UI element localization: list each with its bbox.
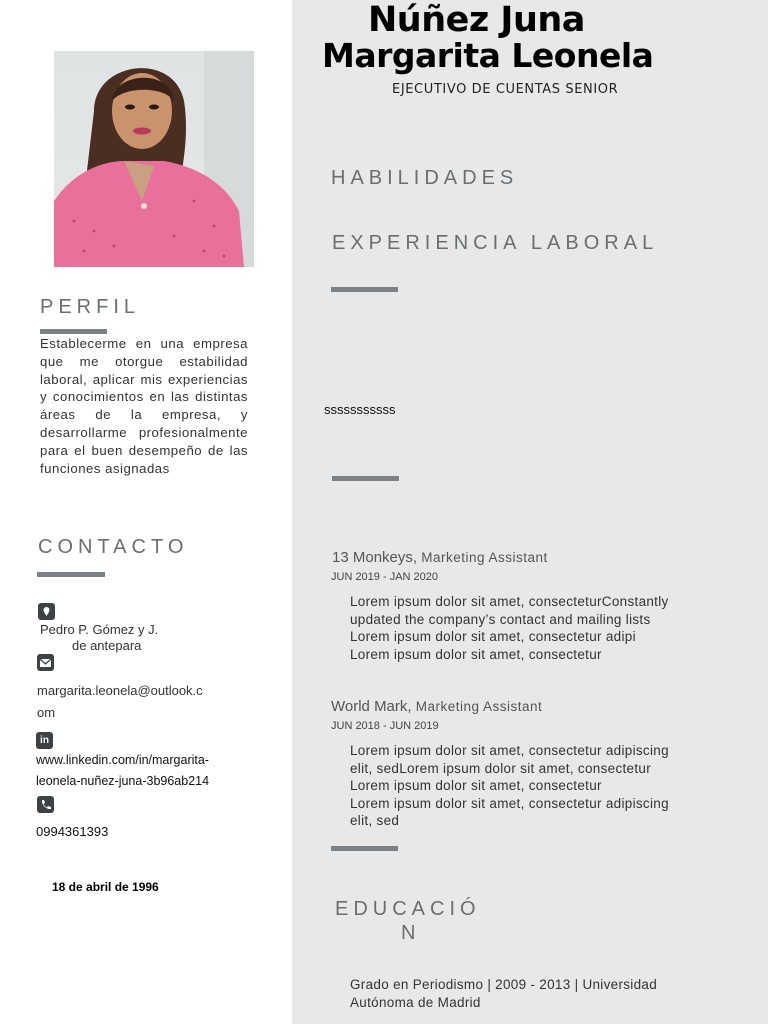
job-2-company xyxy=(331,698,542,715)
filler-text: sssssssssss xyxy=(324,402,396,417)
job-2-description xyxy=(350,742,730,830)
job-2-line: Lorem ipsum dolor sit amet, consectetur xyxy=(350,778,602,794)
birthdate: 18 de abril de 1996 xyxy=(52,880,159,894)
profile-photo xyxy=(54,51,254,267)
job-1-line: updated the company’s contact and mailing lists xyxy=(350,611,651,627)
job-2-role: Marketing Assistant xyxy=(415,699,543,714)
email-icon xyxy=(37,654,54,671)
experience-divider-2 xyxy=(332,476,399,481)
job-1-line: Lorem ipsum dolor sit amet, consectetur adipi xyxy=(350,629,636,645)
address-line-2: de antepara xyxy=(72,638,142,653)
job-1-company-name: 13 Monkeys, xyxy=(332,549,418,566)
job-1-line: Lorem ipsum dolor sit amet, consecteturConstantly xyxy=(350,594,669,609)
job-1-company xyxy=(332,549,548,566)
name-line-1: Núñez Juna xyxy=(368,0,585,40)
education-entry xyxy=(350,976,730,1011)
education-line-2: Autónoma de Madrid xyxy=(350,994,481,1010)
profile-divider xyxy=(40,329,107,334)
experience-divider-3 xyxy=(331,846,398,851)
email-line-2: om xyxy=(37,705,56,720)
education-line-1: Grado en Periodismo | 2009 - 2013 | Universidad xyxy=(350,977,658,992)
job-2-dates: JUN 2018 - JUN 2019 xyxy=(331,720,439,732)
education-heading xyxy=(335,897,481,945)
linkedin-line-1: www.linkedin.com/in/margarita- xyxy=(36,753,209,767)
job-1-role: Marketing Assistant xyxy=(421,550,548,565)
experience-divider-1 xyxy=(331,287,398,292)
job-1-dates: JUN 2019 - JAN 2020 xyxy=(331,571,438,583)
job-2-line: elit, sed xyxy=(350,813,400,829)
job-2-line: Lorem ipsum dolor sit amet, consectetur adipiscing xyxy=(350,743,669,758)
email-line-1: margarita.leonela@outlook.c xyxy=(37,683,203,698)
skills-heading: HABILIDADES xyxy=(331,167,519,189)
education-heading-line-1: EDUCACIÓ xyxy=(335,898,481,920)
profile-heading: PERFIL xyxy=(40,296,141,318)
job-1-line: Lorem ipsum dolor sit amet, consectetur xyxy=(350,646,602,662)
profile-text: Establecerme en una empresa que me otorgue estabilidad laboral, aplicar mis experiencias y conocimientos en las distintas áreas de la empresa, y desarrollarme profesionalmente para el buen desempeño de las funciones asignadas xyxy=(40,336,248,476)
job-2-line: Lorem ipsum dolor sit amet, consectetur adipiscing xyxy=(350,795,669,811)
linkedin-line-2: leonela-nuñez-juna-3b96ab214 xyxy=(36,774,210,788)
phone-icon xyxy=(37,796,54,813)
right-panel xyxy=(292,0,768,1024)
job-1-description xyxy=(350,593,730,663)
education-heading-line-2: N xyxy=(401,922,421,944)
job-2-line: elit, sedLorem ipsum dolor sit amet, consectetur xyxy=(350,760,652,776)
job-title: EJECUTIVO DE CUENTAS SENIOR xyxy=(392,82,619,97)
linkedin-link[interactable] xyxy=(36,750,276,792)
contact-divider xyxy=(37,572,105,577)
phone-number: 0994361393 xyxy=(36,824,109,839)
experience-heading: EXPERIENCIA LABORAL xyxy=(332,232,659,254)
job-2-company-name: World Mark, xyxy=(331,698,412,715)
linkedin-icon: in xyxy=(36,732,53,749)
location-icon xyxy=(38,603,55,620)
email-link[interactable] xyxy=(37,680,237,724)
name-line-2: Margarita Leonela xyxy=(322,36,654,75)
contact-heading: CONTACTO xyxy=(38,536,189,558)
address-line-1: Pedro P. Gómez y J. xyxy=(40,622,159,637)
